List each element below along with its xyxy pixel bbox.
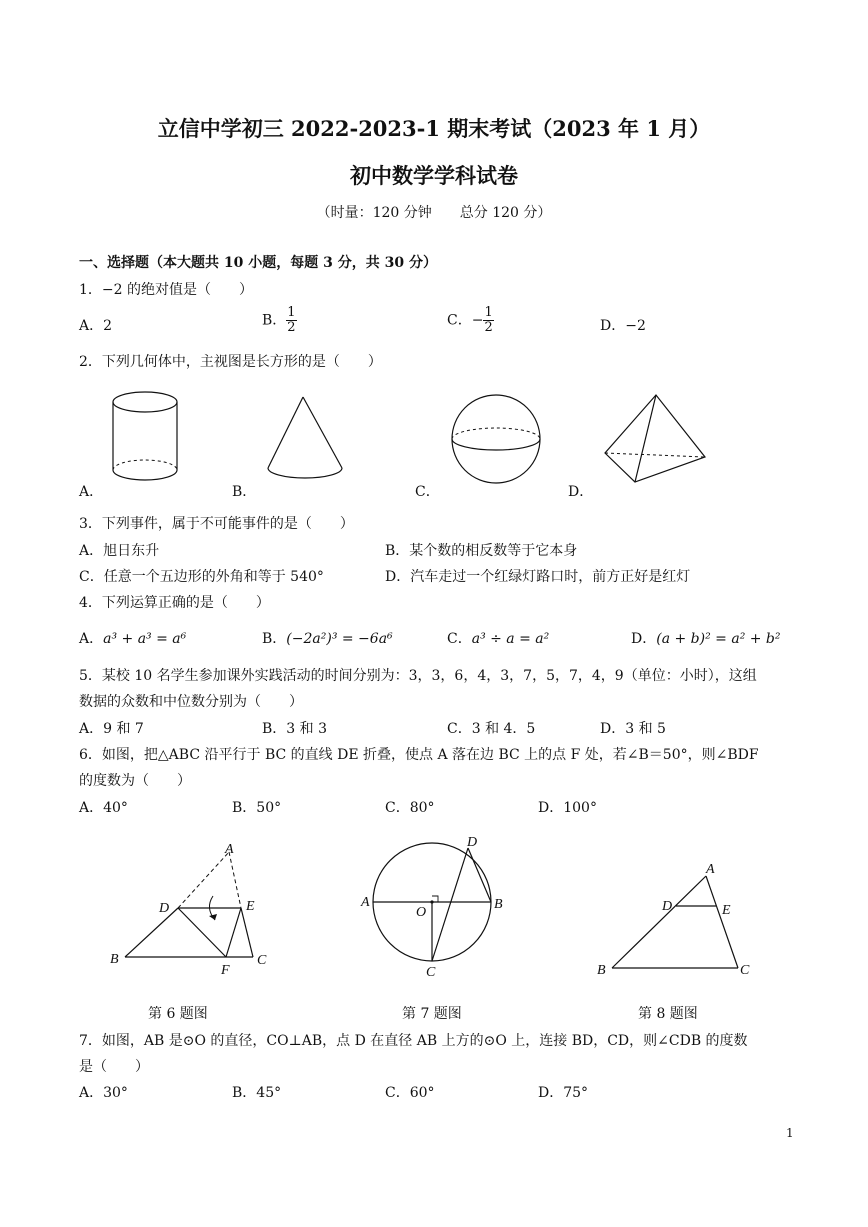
q7-option-b: B．45° — [232, 1085, 282, 1101]
q3-option-d: D．汽车走过一个红绿灯路口时，前方正好是红灯 — [385, 569, 691, 585]
q5-option-b: B．3 和 3 — [262, 721, 328, 737]
q3-option-a: A．旭日东升 — [79, 543, 160, 559]
q6-option-c: C．80° — [385, 800, 435, 816]
q3-option-b: B．某个数的相反数等于它本身 — [385, 543, 578, 559]
q5-line2: 数据的众数和中位数分别为（ ） — [79, 694, 303, 710]
fig7-label-o: O — [416, 905, 427, 920]
q2-stem: 2．下列几何体中，主视图是长方形的是（ ） — [79, 354, 382, 370]
exam-subtitle: 初中数学学科试卷 — [350, 163, 518, 188]
fig8-label-a: A — [706, 862, 715, 877]
tetrahedron-figure — [600, 392, 710, 487]
fig7-label-c: C — [426, 965, 436, 980]
q4-option-c: C．a³ ÷ a = a² — [447, 631, 550, 647]
fig6-caption: 第 6 题图 — [148, 1006, 208, 1022]
fig8-label-c: C — [740, 963, 750, 978]
q4-option-d: D．(a + b)² = a² + b² — [631, 631, 781, 647]
q6-option-a: A．40° — [79, 800, 128, 816]
q1-option-b: B． $\frac{1}{2}$ — [262, 305, 296, 335]
fig6-label-c: C — [257, 953, 267, 968]
q3-option-c: C．任意一个五边形的外角和等于 540° — [79, 569, 324, 585]
q4-stem: 4．下列运算正确的是（ ） — [79, 595, 270, 611]
cone-figure — [265, 395, 345, 485]
q4-option-b: B．(−2a²)³ = −6a⁶ — [262, 631, 393, 647]
fig8-label-d: D — [662, 899, 673, 914]
q1-stem: 1．−2 的绝对值是（ ） — [79, 282, 253, 298]
q2-option-d: D． — [568, 484, 594, 500]
exam-title: 立信中学初三 2022-2023-1 期末考试（2023 年 1 月） — [157, 116, 711, 141]
fig6-label-a: A — [225, 842, 234, 857]
fig6-label-e: E — [246, 899, 255, 914]
fig7-label-a: A — [361, 895, 370, 910]
q1-option-a: A．2 — [79, 318, 113, 334]
q3-stem: 3．下列事件，属于不可能事件的是（ ） — [79, 516, 354, 532]
fig6-label-d: D — [159, 901, 170, 916]
q4-option-a: A．a³ + a³ = a⁶ — [79, 631, 187, 647]
exam-meta: （时量：120 分钟 总分 120 分） — [316, 205, 552, 221]
figure-6 — [105, 836, 280, 976]
q1-option-d: D．−2 — [600, 318, 646, 334]
q6-option-d: D．100° — [538, 800, 597, 816]
fig8-caption: 第 8 题图 — [638, 1006, 698, 1022]
q5-option-c: C．3 和 4．5 — [447, 721, 536, 737]
q6-line1: 6．如图，把△ABC 沿平行于 BC 的直线 DE 折叠，使点 A 落在边 BC 上的点 F 处，若∠B＝50°，则∠BDF — [79, 747, 759, 763]
q5-option-a: A．9 和 7 — [79, 721, 144, 737]
q6-option-b: B．50° — [232, 800, 282, 816]
fig7-caption: 第 7 题图 — [402, 1006, 462, 1022]
fig6-label-f: F — [221, 963, 230, 978]
q2-option-c: C． — [415, 484, 440, 500]
figure-8 — [592, 858, 762, 978]
fig7-label-b: B — [494, 897, 503, 912]
q5-option-d: D．3 和 5 — [600, 721, 666, 737]
q5-line1: 5．某校 10 名学生参加课外实践活动的时间分别为：3，3，6，4，3，7，5，7，4，9（单位：小时），这组 — [79, 668, 757, 684]
fig8-label-e: E — [722, 903, 731, 918]
section-title: 一、选择题（本大题共 10 小题，每题 3 分，共 30 分） — [79, 255, 437, 271]
page-number: 1 — [786, 1126, 794, 1140]
cylinder-figure — [105, 390, 185, 485]
sphere-figure — [450, 393, 544, 487]
q7-line2: 是（ ） — [79, 1059, 149, 1075]
q2-option-a: A． — [79, 484, 104, 500]
q7-option-c: C．60° — [385, 1085, 435, 1101]
q7-option-d: D．75° — [538, 1085, 589, 1101]
figure-7 — [355, 833, 515, 983]
q7-option-a: A．30° — [79, 1085, 128, 1101]
fig6-label-b: B — [110, 952, 119, 967]
q6-line2: 的度数为（ ） — [79, 773, 191, 789]
q2-option-b: B． — [232, 484, 257, 500]
fig8-label-b: B — [597, 963, 606, 978]
q1-option-c: C．− $\frac{1}{2}$ — [447, 305, 493, 335]
q7-line1: 7．如图，AB 是⊙O 的直径，CO⊥AB，点 D 在直径 AB 上方的⊙O 上，连接 BD，CD，则∠CDB 的度数 — [79, 1033, 748, 1049]
fig7-label-d: D — [467, 835, 478, 850]
